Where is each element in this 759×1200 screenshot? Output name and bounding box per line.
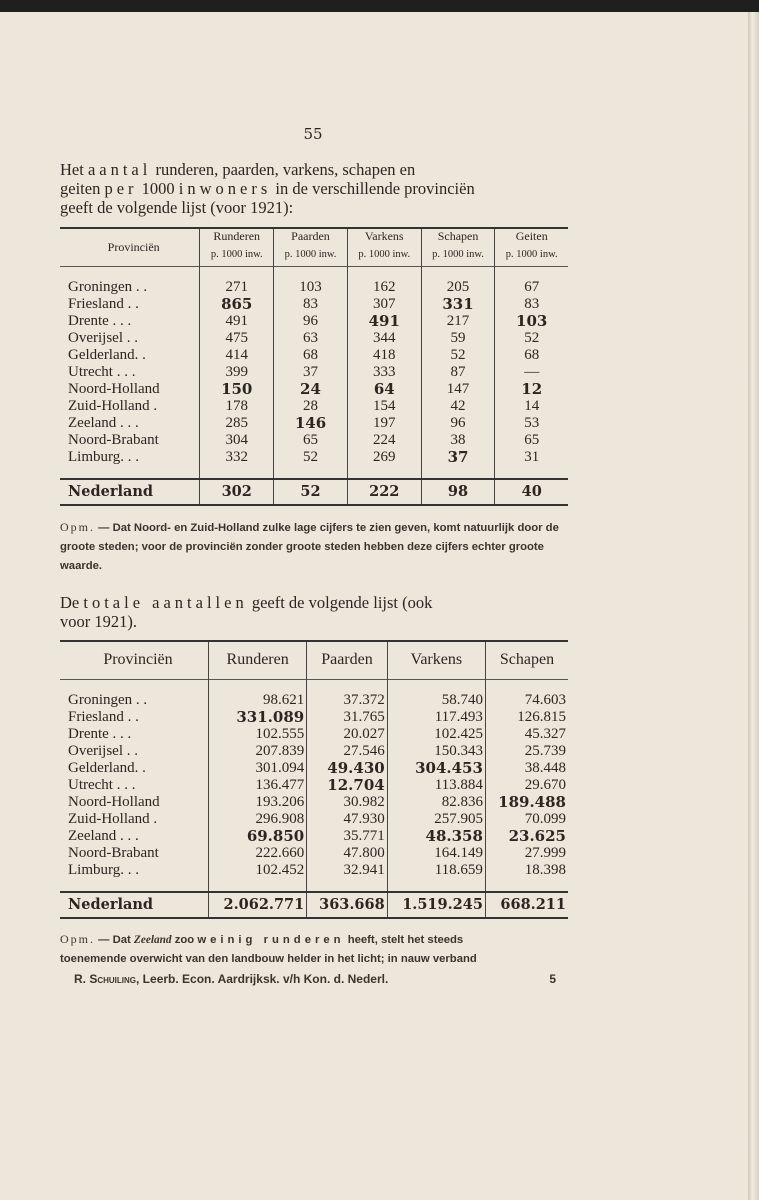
value-cell: 271 (200, 279, 274, 296)
table-row (60, 449, 568, 466)
province-cell: Groningen . . (60, 692, 209, 709)
value-cell: 102.425 (387, 726, 485, 743)
value-cell: 37 (274, 364, 348, 381)
value-cell: 12 (521, 379, 543, 398)
table-row (60, 862, 568, 879)
value-cell: 154 (347, 398, 421, 415)
value-cell: 224 (347, 432, 421, 449)
value-cell: 14 (524, 397, 540, 414)
table-row (60, 777, 568, 794)
value-cell: 35.771 (307, 828, 387, 845)
province-cell: Noord-Holland (60, 381, 200, 398)
intro-paragraph-2: De totale aantallen geeft de volgende lijst (ook voor 1921). (60, 593, 433, 631)
intro-paragraph-1: Het aantal runderen, paarden, varkens, schapen en geiten per 1000 inwoners in de verschillende provinciën geeft de volgende lijst (voor 1921): (60, 160, 475, 217)
province-cell: Overijsel . . (60, 743, 209, 760)
province-cell: Noord-Brabant (60, 845, 209, 862)
table-row (60, 415, 568, 432)
value-cell: 207.839 (209, 743, 307, 760)
province-cell: Friesland . . (60, 709, 209, 726)
value-cell: 74.603 (524, 691, 566, 708)
total-value: 668.211 (485, 892, 568, 918)
page-number: 55 (303, 125, 323, 143)
column-header-provincien: Provinciën (60, 228, 200, 266)
table-row (60, 432, 568, 449)
value-cell: 52 (274, 449, 348, 466)
value-cell: 865 (200, 296, 274, 313)
value-cell: 83 (524, 295, 540, 312)
total-value: 363.668 (307, 892, 387, 918)
value-cell: 304 (200, 432, 274, 449)
unit-label: p. 1000 inw. (505, 249, 558, 261)
value-cell: 63 (274, 330, 348, 347)
value-cell: 52 (524, 329, 540, 346)
value-cell: 65 (274, 432, 348, 449)
value-cell: 205 (421, 279, 495, 296)
per-1000-table (60, 227, 568, 506)
value-cell: 164.149 (387, 845, 485, 862)
value-cell: 37 (421, 449, 495, 466)
province-cell: Utrecht . . . (60, 364, 200, 381)
value-cell: 136.477 (209, 777, 307, 794)
column-header: Varkens (387, 641, 485, 679)
value-cell: — (524, 363, 540, 380)
value-cell: 147 (421, 381, 495, 398)
value-cell: 65 (524, 431, 540, 448)
value-cell: 113.884 (387, 777, 485, 794)
value-cell: 269 (347, 449, 421, 466)
value-cell: 47.800 (307, 845, 387, 862)
value-cell: 103 (274, 279, 348, 296)
province-cell: Friesland . . (60, 296, 200, 313)
value-cell: 189.488 (498, 792, 566, 811)
province-cell: Zuid-Holland . (60, 398, 200, 415)
value-cell: 32.941 (307, 862, 387, 879)
value-cell: 257.905 (387, 811, 485, 828)
province-cell: Overijsel . . (60, 330, 200, 347)
province-cell: Limburg. . . (60, 449, 200, 466)
table-row (60, 760, 568, 777)
note-2: Opm. — Dat Zeeland zoo weinig runderen heeft, stelt het steeds toenemende overwicht van den landbouw helder in het licht; in nauw verband (60, 932, 477, 965)
value-cell: 102.555 (209, 726, 307, 743)
totals-table (60, 640, 568, 919)
table-row (60, 811, 568, 828)
value-cell: 18.398 (524, 861, 566, 878)
table-row (60, 330, 568, 347)
table-row (60, 279, 568, 296)
unit-label: p. 1000 inw. (421, 244, 495, 266)
table-row (60, 381, 568, 398)
value-cell: 333 (347, 364, 421, 381)
value-cell: 29.670 (524, 776, 566, 793)
page-edge (748, 12, 759, 1200)
value-cell: 399 (200, 364, 274, 381)
province-cell: Drente . . . (60, 313, 200, 330)
value-cell: 307 (347, 296, 421, 313)
table-row (60, 709, 568, 726)
total-value: 2.062.771 (209, 892, 307, 918)
total-value: 52 (274, 479, 348, 505)
total-value: 40 (495, 479, 568, 505)
value-cell: 304.453 (387, 760, 485, 777)
value-cell: 96 (274, 313, 348, 330)
unit-label: p. 1000 inw. (200, 244, 274, 266)
page-footer: R. Schuiling, Leerb. Econ. Aardrijksk. v/h Kon. d. Nederl. 5 (74, 972, 556, 986)
unit-label: p. 1000 inw. (274, 244, 348, 266)
value-cell: 414 (200, 347, 274, 364)
value-cell: 53 (524, 414, 540, 431)
value-cell: 150 (200, 381, 274, 398)
value-cell: 491 (347, 313, 421, 330)
value-cell: 197 (347, 415, 421, 432)
province-cell: Utrecht . . . (60, 777, 209, 794)
province-cell: Noord-Brabant (60, 432, 200, 449)
value-cell: 38.448 (524, 759, 566, 776)
table-row (60, 364, 568, 381)
sheet-number: 5 (549, 972, 556, 986)
value-cell: 418 (347, 347, 421, 364)
column-header: Paarden (274, 228, 348, 244)
column-header: Geiten (515, 229, 548, 243)
total-label: Nederland (60, 892, 209, 918)
province-cell: Gelderland. . (60, 760, 209, 777)
total-row (60, 892, 568, 918)
province-cell: Limburg. . . (60, 862, 209, 879)
value-cell: 47.930 (307, 811, 387, 828)
column-header: Varkens (347, 228, 421, 244)
table-row (60, 743, 568, 760)
province-cell: Noord-Holland (60, 794, 209, 811)
value-cell: 68 (274, 347, 348, 364)
value-cell: 344 (347, 330, 421, 347)
column-header: Runderen (200, 228, 274, 244)
value-cell: 150.343 (387, 743, 485, 760)
table-row (60, 313, 568, 330)
value-cell: 37.372 (307, 692, 387, 709)
value-cell: 146 (274, 415, 348, 432)
value-cell: 49.430 (307, 760, 387, 777)
table-row (60, 726, 568, 743)
value-cell: 27.546 (307, 743, 387, 760)
total-value: 98 (421, 479, 495, 505)
value-cell: 48.358 (387, 828, 485, 845)
value-cell: 217 (421, 313, 495, 330)
table-row (60, 828, 568, 845)
value-cell: 52 (421, 347, 495, 364)
value-cell: 59 (421, 330, 495, 347)
value-cell: 45.327 (524, 725, 566, 742)
value-cell: 24 (274, 381, 348, 398)
value-cell: 296.908 (209, 811, 307, 828)
value-cell: 193.206 (209, 794, 307, 811)
value-cell: 117.493 (387, 709, 485, 726)
table-row (60, 398, 568, 415)
value-cell: 69.850 (209, 828, 307, 845)
table-row (60, 692, 568, 709)
province-cell: Gelderland. . (60, 347, 200, 364)
total-row (60, 479, 568, 505)
value-cell: 68 (524, 346, 540, 363)
value-cell: 28 (274, 398, 348, 415)
value-cell: 82.836 (387, 794, 485, 811)
value-cell: 475 (200, 330, 274, 347)
table-row (60, 347, 568, 364)
value-cell: 87 (421, 364, 495, 381)
value-cell: 331 (421, 296, 495, 313)
note-1: Opm. — Dat Noord- en Zuid-Holland zulke lage cijfers te zien geven, komt natuurlijk door de groote steden; voor de provinciën zonder groote steden hebben deze cijfers echter groote waarde. (60, 520, 559, 572)
value-cell: 67 (524, 278, 540, 295)
value-cell: 31.765 (307, 709, 387, 726)
value-cell: 331.089 (209, 709, 307, 726)
value-cell: 98.621 (209, 692, 307, 709)
value-cell: 178 (200, 398, 274, 415)
column-header: Schapen (421, 228, 495, 244)
value-cell: 96 (421, 415, 495, 432)
table-row (60, 296, 568, 313)
value-cell: 31 (524, 448, 540, 465)
value-cell: 42 (421, 398, 495, 415)
value-cell: 332 (200, 449, 274, 466)
province-cell: Zeeland . . . (60, 828, 209, 845)
value-cell: 20.027 (307, 726, 387, 743)
value-cell: 30.982 (307, 794, 387, 811)
scan-border (0, 0, 759, 12)
value-cell: 83 (274, 296, 348, 313)
total-value: 222 (347, 479, 421, 505)
value-cell: 38 (421, 432, 495, 449)
value-cell: 102.452 (209, 862, 307, 879)
table-row (60, 794, 568, 811)
unit-label: p. 1000 inw. (347, 244, 421, 266)
value-cell: 103 (516, 311, 548, 330)
value-cell: 301.094 (209, 760, 307, 777)
province-cell: Zuid-Holland . (60, 811, 209, 828)
value-cell: 491 (200, 313, 274, 330)
value-cell: 285 (200, 415, 274, 432)
value-cell: 58.740 (387, 692, 485, 709)
value-cell: 64 (347, 381, 421, 398)
column-header: Paarden (307, 641, 387, 679)
province-cell: Drente . . . (60, 726, 209, 743)
column-header: Schapen (499, 651, 555, 669)
value-cell: 162 (347, 279, 421, 296)
value-cell: 12.704 (307, 777, 387, 794)
value-cell: 70.099 (524, 810, 566, 827)
column-header-provincien: Provinciën (60, 641, 209, 679)
value-cell: 23.625 (508, 826, 566, 845)
total-value: 302 (200, 479, 274, 505)
column-header: Runderen (209, 641, 307, 679)
value-cell: 25.739 (524, 742, 566, 759)
total-value: 1.519.245 (387, 892, 485, 918)
value-cell: 27.999 (524, 844, 566, 861)
total-label: Nederland (60, 479, 200, 505)
value-cell: 126.815 (517, 708, 566, 725)
value-cell: 118.659 (387, 862, 485, 879)
value-cell: 222.660 (209, 845, 307, 862)
province-cell: Groningen . . (60, 279, 200, 296)
province-cell: Zeeland . . . (60, 415, 200, 432)
table-row (60, 845, 568, 862)
